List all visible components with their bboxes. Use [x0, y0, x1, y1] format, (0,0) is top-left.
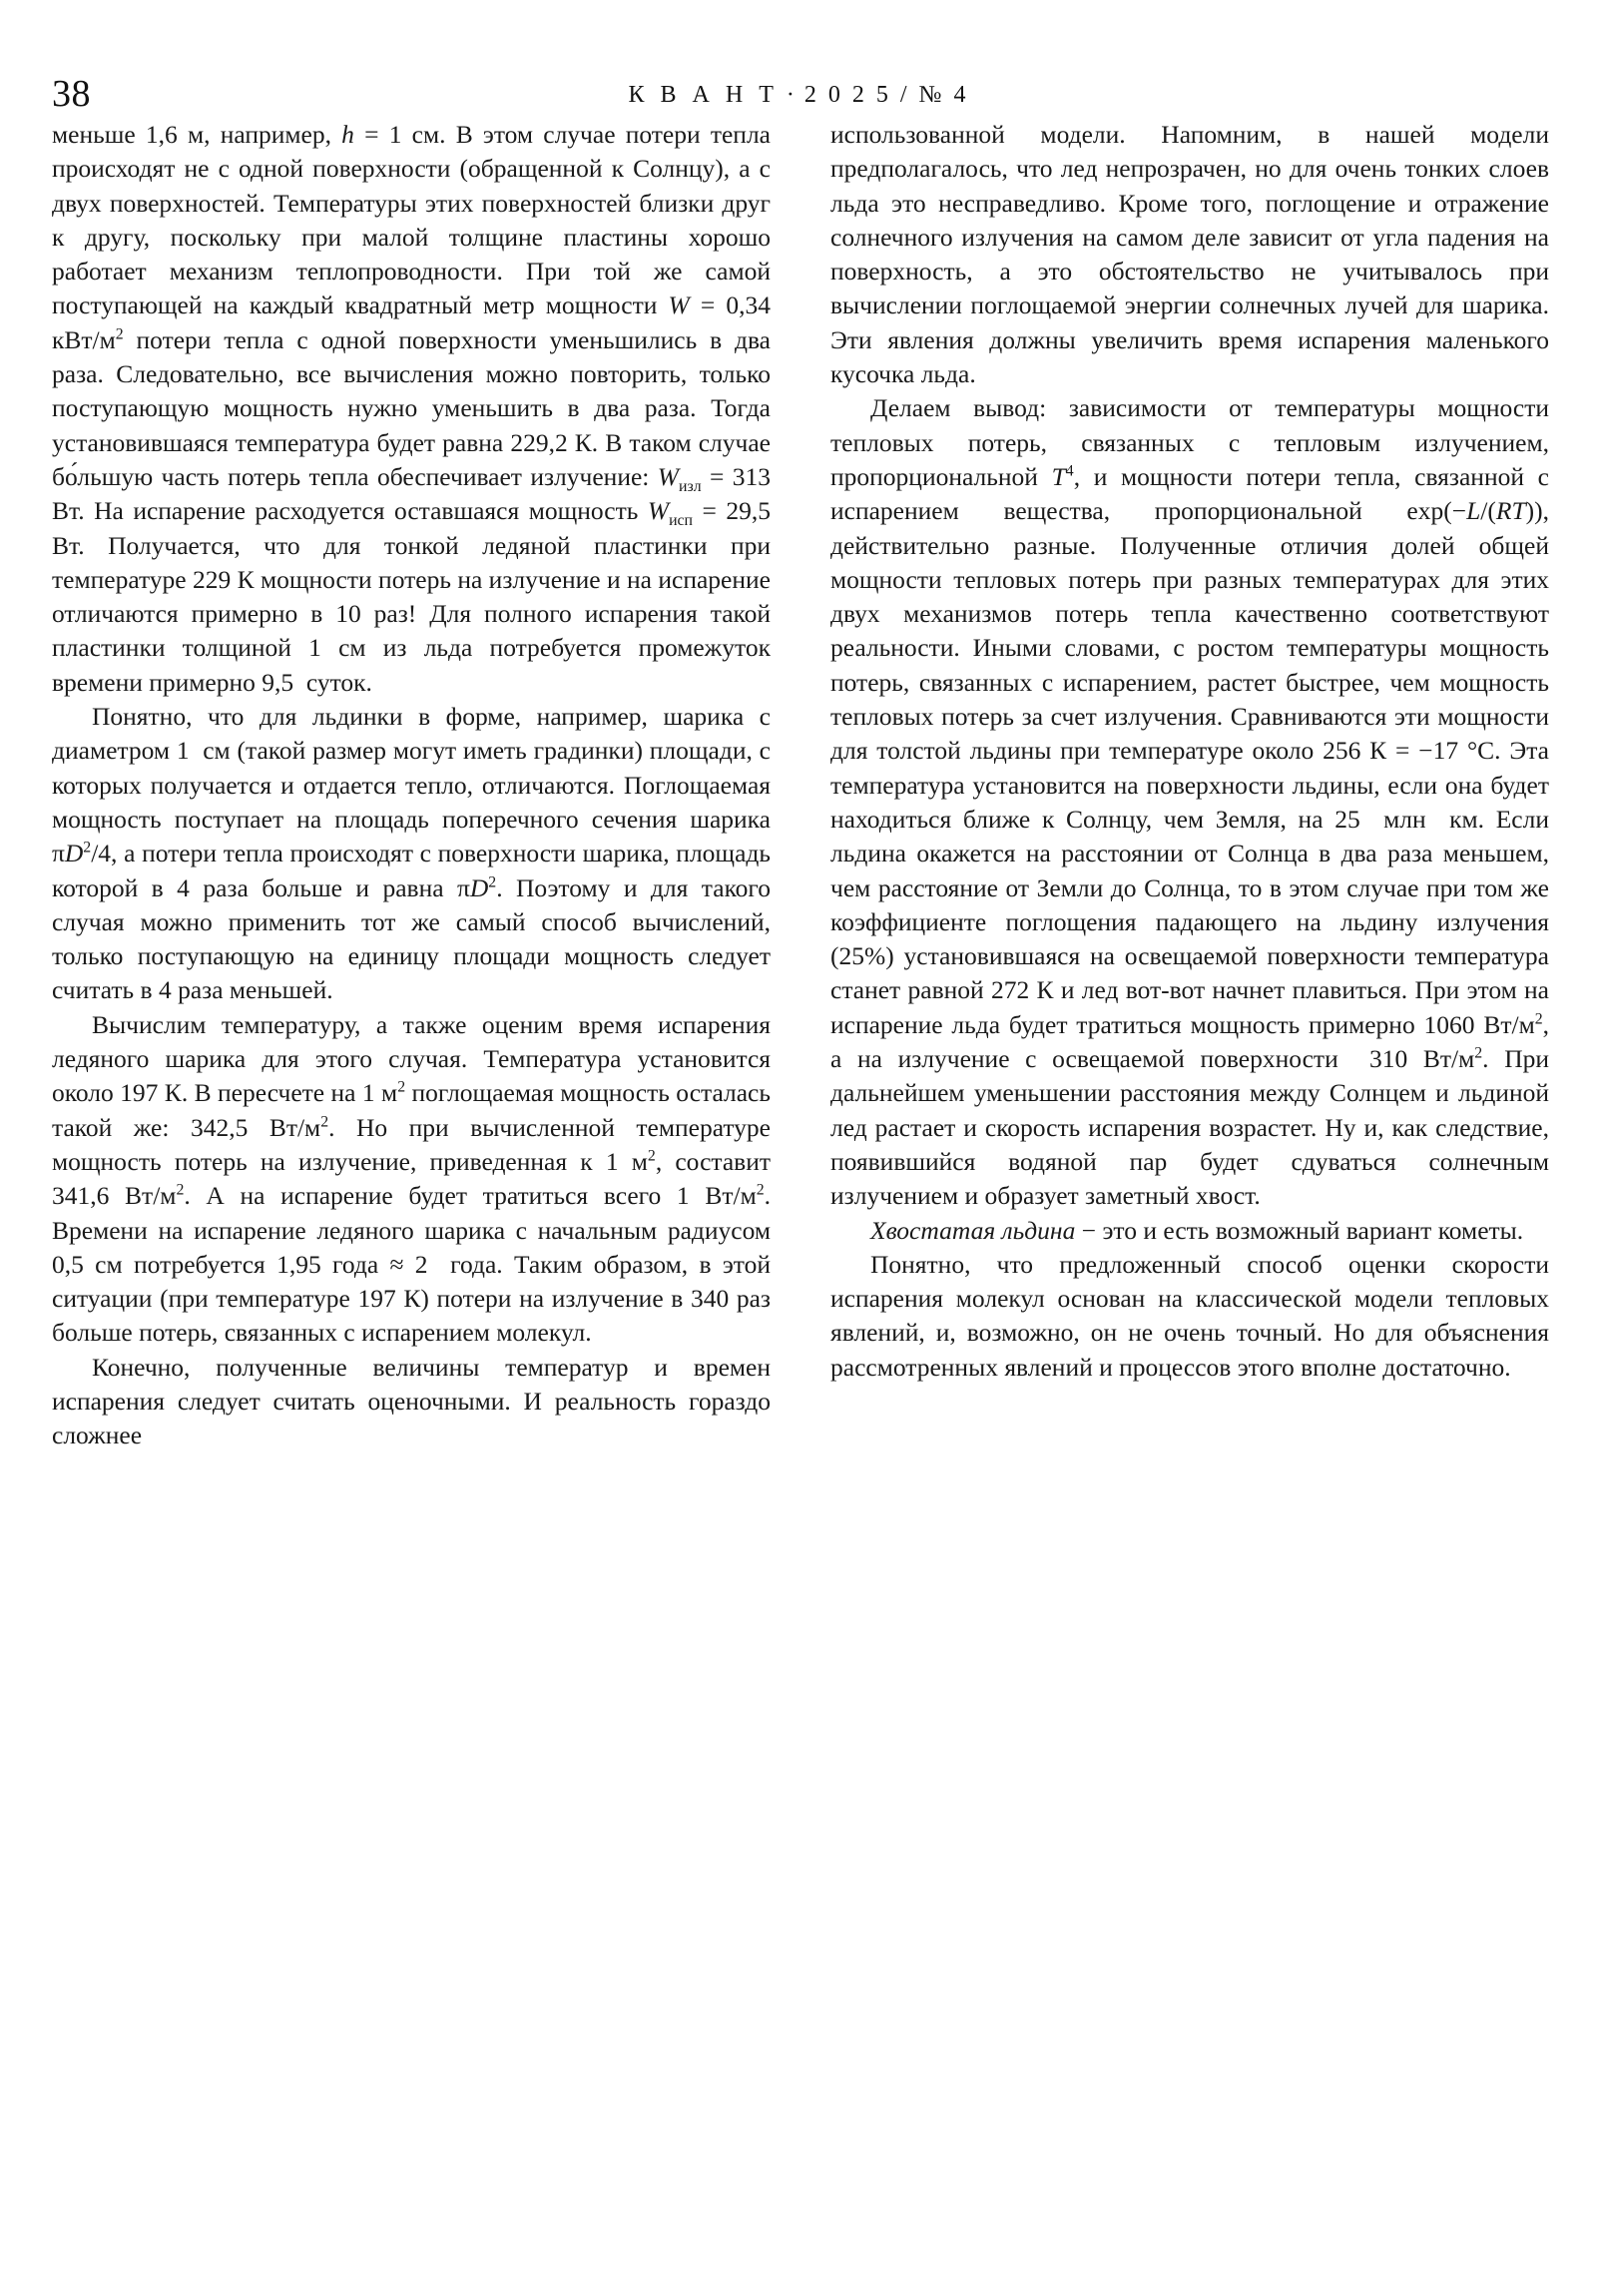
- page-header: [0, 38, 1597, 115]
- running-head-separator: ·: [786, 82, 797, 108]
- page-number: 38: [52, 73, 91, 115]
- paragraph: Вычислим температуру, а также оценим время испарения ледяного шарика для этого случая. Температура установится около 197 К. В пересчете на 1 $м^2$ поглощаемая мощность осталась такой же: 342,5 $Вт/м^2$. Но при вычисленной температуре мощность потерь на излучение, приведенная к 1 $м^2$, составит 341,6 $Вт/м^2$. А на испарение будет тратиться всего 1 $Вт/м^2$. Времени на испарение ледяного шарика с начальным радиусом 0,5 см потребуется 1,95 года ≈ 2 года. Таким образом, в этой ситуации (при температуре 197 К) потери на излучение в 340 раз больше потерь, связанных с испарением молекул.: [52, 1009, 771, 1348]
- paragraph: меньше 1,6 м, например, h = 1 см. В этом случае потери тепла происходят не с одной поверхности (обращенной к Солнцу), а с двух поверхностей. Температуры этих поверхностей близки друг к другу, поскольку при малой толщине пластины хорошо работает механизм теплопроводности. При той же самой поступающей на каждый квадратный метр мощности W = 0,34 кВт/$м^2$ потери тепла с одной поверхности уменьшились в два раза. Следовательно, все вычисления можно повторить, только поступающую мощность нужно уменьшить в два раза. Тогда установившаяся температура будет равна 229,2 К. В таком случае бо́льшую часть потерь тепла обеспечивает излучение: $W_{изл} = 313$ Вт. На испарение расходуется оставшаяся мощность $W_{исп} = 29,5$ Вт. Получается, что для тонкой ледяной пластинки при температуре 229 К мощности потерь на излучение и на испарение отличаются примерно в 10 раз! Для полного испарения такой пластинки толщиной 1 см из льда потребуется промежуток времени примерно 9,5 суток.: [52, 120, 771, 697]
- paragraph: Хвостатая льдина − это и есть возможный вариант кометы.: [870, 1215, 1524, 1245]
- paragraph: Понятно, что предложенный способ оценки скорости испарения молекул основан на классической модели тепловых явлений, и, возможно, он не очень точный. Но для объяснения рассмотренных явлений и процессов этого вполне достаточно.: [830, 1249, 1549, 1382]
- paragraph: Понятно, что для льдинки в форме, например, шарика с диаметром 1 см (такой размер могут иметь градинки) площади, с которых получается и отдается тепло, отличаются. Поглощаемая мощность поступает на площадь поперечного сечения шарика $\pi D^2/4$, а потери тепла происходят с поверхности шарика, площадь которой в 4 раза больше и равна $\pi D^2$. Поэтому и для такого случая можно применить тот же самый способ вычислений, только поступающую на единицу площади мощность следует считать в 4 раза меньшей.: [52, 702, 771, 1005]
- paragraph: использованной модели. Напомним, в нашей модели предполагалось, что лед непрозрачен, но для очень тонких слоев льда это несправедливо. Кроме того, поглощение и отражение солнечного излучения на самом деле зависит от угла падения на поверхность, а это обстоятельство не учитывалось при вычислении поглощаемой энергии солнечных лучей для шарика. Эти явления должны увеличить время испарения маленького кусочка льда.: [830, 120, 1549, 389]
- running-head: [0, 82, 1597, 109]
- paragraph: Конечно, полученные величины температур и времен испарения следует считать оценочными. И реальность гораздо сложнее: [52, 1352, 771, 1450]
- right-column: [830, 118, 1549, 2244]
- paragraph: Делаем вывод: зависимости от температуры мощности тепловых потерь, связанных с тепловым излучением, пропорциональной $T^4$, и мощности потери тепла, связанной с испарением вещества, пропорциональной exp(−L/(RT)), действительно разные. Полученные отличия долей общей мощности тепловых потерь при разных температурах для этих двух механизмов потерь тепла качественно соответствуют реальности. Иными словами, с ростом температуры мощность потерь, связанных с испарением, растет быстрее, чем мощность тепловых потерь за счет излучения. Сравниваются эти мощности для толстой льдины при температуре около 256 К = −17 °С. Эта температура установится на поверхности льдины, если она будет находиться ближе к Солнцу, чем Земля, на 25 млн км. Если льдина окажется на расстоянии от Солнца в два раза меньшем, чем расстояние от Земли до Солнца, то в этом случае при том же коэффициенте поглощения падающего на льдину излучения (25%) установившаяся на освещаемой поверхности температура станет равной 272 К и лед вот-вот начнет плавиться. При этом на испарение льда будет тратиться мощность примерно 1060 $Вт/м^2$, а на излучение с освещаемой поверхности 310 $Вт/м^2$. При дальнейшем уменьшении расстояния между Солнцем и льдиной лед растает и скорость испарения возрастет. Ну и, как следствие, появившийся водяной пар будет сдуваться солнечным излучением и образует заметный хвост.: [830, 393, 1549, 1211]
- issue-label: 2 0 2 5 / № 4: [803, 82, 969, 108]
- two-column-body: [52, 118, 1549, 2244]
- left-column: [52, 118, 771, 2244]
- journal-title: К В А Н Т: [628, 82, 779, 108]
